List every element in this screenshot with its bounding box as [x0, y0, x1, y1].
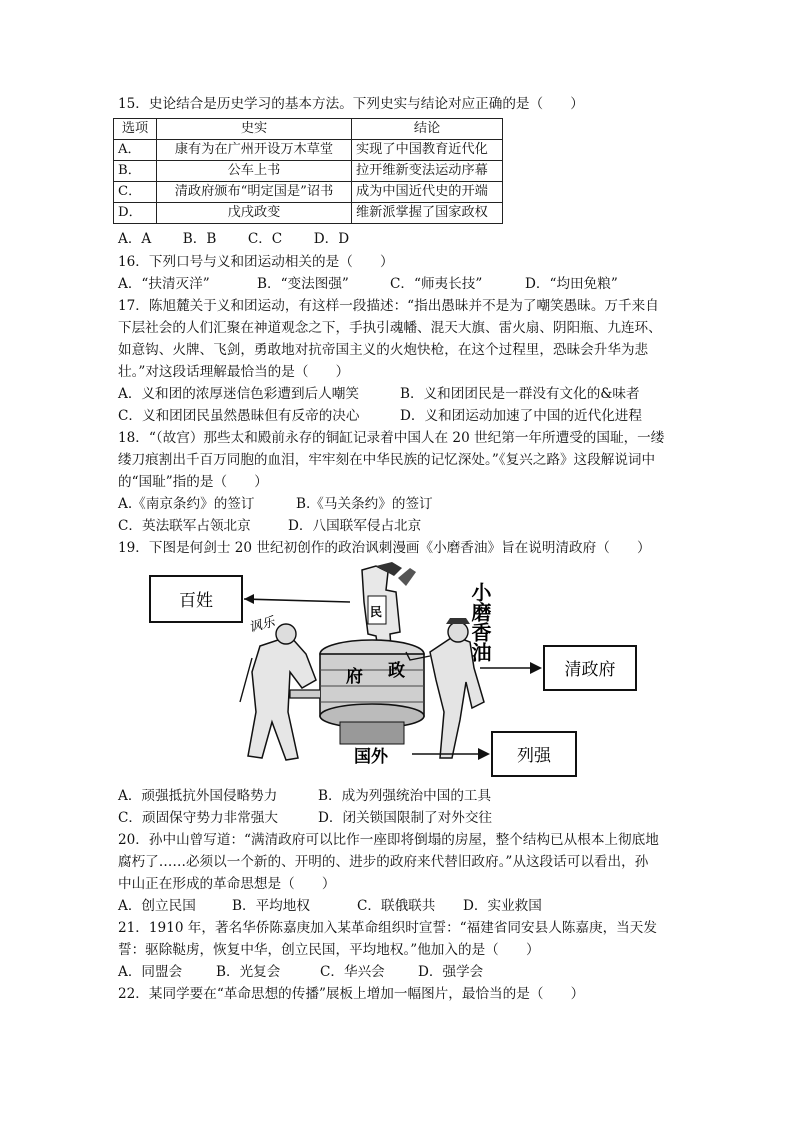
q16-option-c: C．“师夷长技” — [390, 276, 483, 292]
q17-option-a: A．义和团的浓厚迷信色彩遭到后人嘲笑 — [118, 386, 359, 402]
q18-option-c: C．英法联军占领北京 — [118, 518, 251, 534]
cartoon-title-vertical: 小磨香油 — [468, 582, 492, 662]
label-baixing: 百姓 — [179, 591, 213, 611]
label-fu: 府 — [346, 667, 363, 687]
cell-option: A． — [114, 140, 157, 161]
q17-option-c: C．义和团团民虽然愚昧但有反帝的决心 — [118, 408, 360, 424]
cell-option: D． — [114, 203, 157, 224]
q19-option-b: B．成为列强统治中国的工具 — [318, 788, 492, 804]
handwritten-label: 讽乐 — [247, 614, 277, 636]
q16-option-d: D．“均田免粮” — [525, 276, 618, 292]
cell-fact: 清政府颁布“明定国是”诏书 — [157, 182, 352, 203]
header-conclusion: 结论 — [352, 119, 503, 140]
q17-line: 如意钩、火牌、飞剑，勇敢地对抗帝国主义的火炮快枪，在这个过程里，恐昧会升华为悲 — [118, 342, 649, 358]
q20-option-a: A．创立民国 — [118, 898, 196, 914]
q21-line: 21．1910 年，著名华侨陈嘉庚加入某革命组织时宣誓：“福建省同安县人陈嘉庚，当天发 — [118, 920, 657, 936]
q18-option-d: D．八国联军侵占北京 — [288, 518, 422, 534]
arrowhead-icon — [244, 594, 254, 604]
label-min: 民 — [370, 605, 383, 619]
q18-option-a: A.《南京条约》的签订 — [118, 496, 255, 512]
q19-option-a: A．顽强抵抗外国侵略势力 — [118, 788, 278, 804]
arrowhead-icon — [478, 748, 490, 760]
cell-option: B． — [114, 161, 157, 182]
table-row — [114, 140, 503, 161]
table-header-row — [114, 119, 503, 140]
q21-line: 誓：驱除鞑虏，恢复中华，创立民国，平均地权。”他加入的是（ ） — [118, 942, 540, 958]
q17-option-d: D．义和团运动加速了中国的近代化进程 — [400, 408, 642, 424]
q18-line: 缕刀痕割出千百万同胞的血泪，牢牢刻在中华民族的记忆深处。”《复兴之路》这段解说词中 — [118, 452, 656, 468]
q17-line: 17．陈旭麓关于义和团运动，有这样一段描述：“指出愚昧并不是为了嘲笑愚昧。万千来自 — [118, 298, 659, 314]
q15-options: A．A B．B C．C D．D — [118, 231, 350, 247]
q19-option-d: D．闭关锁国限制了对外交往 — [318, 810, 493, 826]
cell-option: C． — [114, 182, 157, 203]
q21-option-a: A．同盟会 — [118, 964, 183, 980]
q20-line: 腐朽了……必须以一个新的、开明的、进步的政府来代替旧政府。”从这段话可以看出，孙 — [118, 854, 649, 870]
q20-option-d: D．实业救国 — [463, 898, 542, 914]
label-guowai: 国外 — [354, 747, 388, 767]
q17-option-b: B．义和团团民是一群没有文化的&味者 — [400, 386, 640, 402]
q21-option-d: D．强学会 — [418, 964, 484, 980]
label-qing: 清政府 — [564, 660, 616, 680]
q20-line: 中山正在形成的革命思想是（ ） — [118, 876, 336, 892]
arrow-to-baixing — [244, 599, 350, 602]
cell-fact: 戊戌政变 — [157, 203, 352, 224]
arrowhead-icon — [530, 662, 542, 674]
q19-option-c: C．顽固保守势力非常强大 — [118, 810, 278, 826]
table-row — [114, 161, 503, 182]
label-zheng: 政 — [388, 661, 405, 681]
cell-fact: 康有为在广州开设万木草堂 — [157, 140, 352, 161]
header-option: 选项 — [114, 119, 157, 140]
label-liqiang: 列强 — [517, 746, 551, 766]
q17-line: 壮。”对这段话理解最恰当的是（ ） — [118, 364, 350, 380]
political-cartoon-image — [140, 562, 640, 780]
q18-line: 的“国耻”指的是（ ） — [118, 474, 268, 490]
q16-option-a: A．“扶清灭洋” — [118, 276, 210, 292]
q18-option-b: B.《马关条约》的签订 — [296, 496, 433, 512]
q21-option-b: B．光复会 — [216, 964, 281, 980]
q20-option-c: C．联俄联共 — [357, 898, 436, 914]
cell-conclusion: 维新派掌握了国家政权 — [352, 203, 503, 224]
table-row — [114, 203, 503, 224]
q21-option-c: C．华兴会 — [320, 964, 385, 980]
table-row — [114, 182, 503, 203]
q22-stem: 22．某同学要在“革命思想的传播”展板上增加一幅图片，最恰当的是（ ） — [118, 986, 585, 1002]
q18-line: 18．“（故宫）那些太和殿前永存的铜缸记录着中国人在 20 世纪第一年所遭受的国耻，一缕 — [118, 430, 665, 446]
cell-conclusion: 拉开维新变法运动序幕 — [352, 161, 503, 182]
q15-table — [113, 118, 503, 224]
q16-stem: 16．下列口号与义和团运动相关的是（ ） — [118, 254, 394, 270]
oil-base — [340, 722, 404, 744]
q16-option-b: B．“变法图强” — [257, 276, 349, 292]
q17-line: 下层社会的人们汇聚在神道观念之下，手执引魂幡、混天大旗、雷火扇、阴阳瓶、九连环、 — [118, 320, 662, 336]
q20-line: 20．孙中山曾写道：“满清政府可以比作一座即将倒塌的房屋，整个结构已从根本上彻底地 — [118, 832, 659, 848]
q20-option-b: B．平均地权 — [232, 898, 310, 914]
q15-stem: 15．史论结合是历史学习的基本方法。下列史实与结论对应正确的是（ ） — [118, 96, 584, 112]
cell-conclusion: 成为中国近代史的开端 — [352, 182, 503, 203]
q19-stem: 19．下图是何剑士 20 世纪初创作的政治讽刺漫画《小磨香油》旨在说明清政府（ ） — [118, 540, 651, 556]
header-fact: 史实 — [157, 119, 352, 140]
cell-fact: 公车上书 — [157, 161, 352, 182]
cell-conclusion: 实现了中国教育近代化 — [352, 140, 503, 161]
